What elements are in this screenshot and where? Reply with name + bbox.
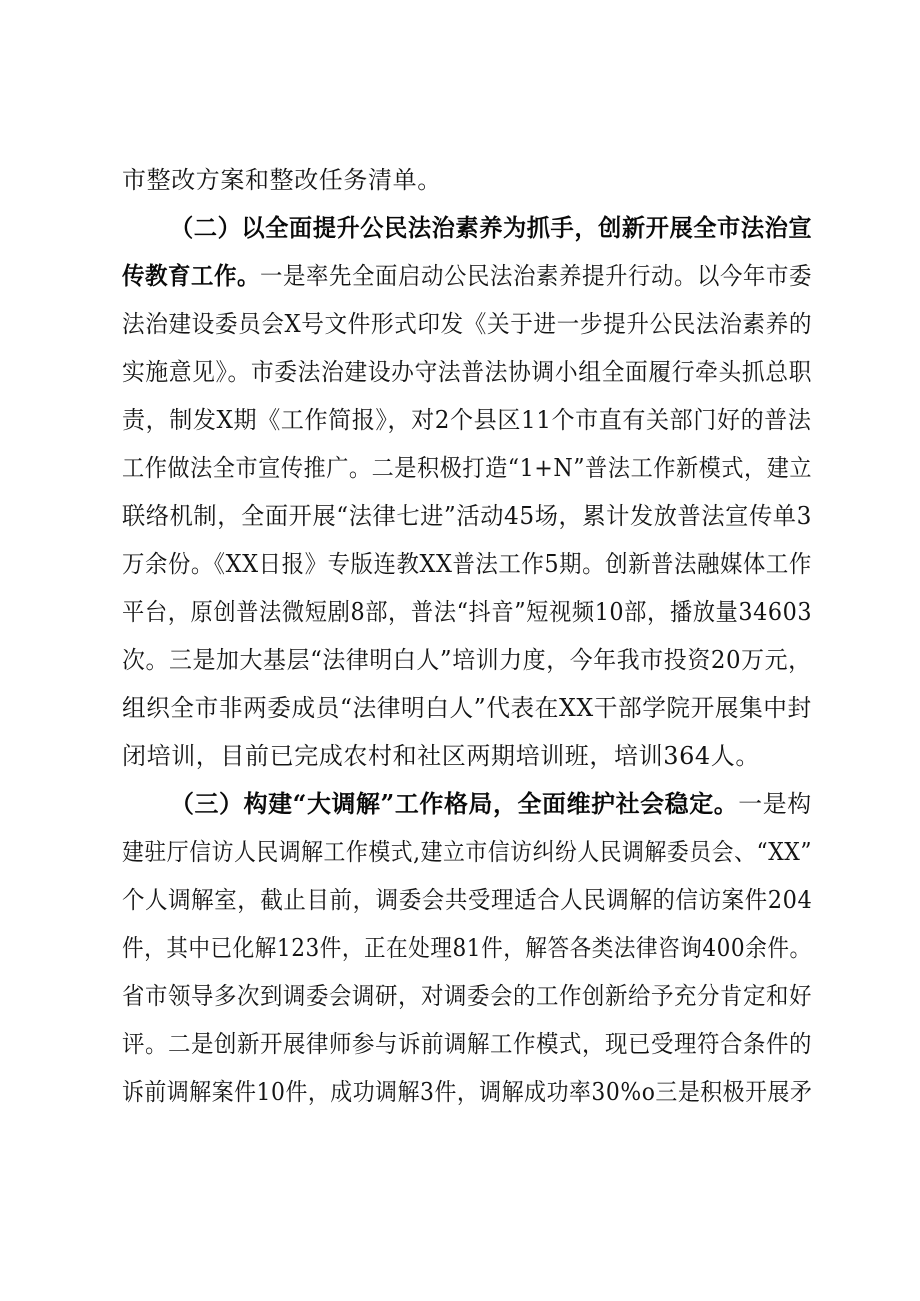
text-run: 评。二是创新开展律师参与诉前调解工作模式，现已受理符合条件的 bbox=[122, 1030, 812, 1058]
heading-text: （三）构建“大调解”工作格局，全面维护社会稳定。 bbox=[170, 789, 739, 818]
text-run: 件，其中已化解123件，正在处理81件，解答各类法律咨询400余件。 bbox=[122, 934, 812, 962]
text-run: 责，制发X期《工作简报》，对2个县区11个市直有关部门好的普法 bbox=[122, 406, 812, 434]
text-run: 个人调解室，截止目前，调委会共受理适合人民调解的信访案件204 bbox=[122, 886, 813, 914]
text-run: 工作做法全市宣传推广。二是积极打造“1+N”普法工作新模式，建立 bbox=[122, 454, 813, 482]
paragraph-line-19 bbox=[122, 1024, 812, 1064]
paragraph-line-16 bbox=[122, 880, 813, 920]
heading-text: （二）以全面提升公民法治素养为抓手，创新开展全市法治宣 bbox=[170, 213, 813, 242]
paragraph-line-12 bbox=[122, 688, 812, 728]
text-run: 闭培训，目前已完成农村和社区两期培训班，培训364人。 bbox=[122, 742, 761, 770]
text-run: 万余份。《XX日报》专版连教XX普法工作5期。创新普法融媒体工作 bbox=[122, 550, 812, 578]
paragraph-line-7 bbox=[122, 448, 813, 488]
text-run: 诉前调解案件10件，成功调解3件，调解成功率30%o三是积极开展矛 bbox=[122, 1078, 813, 1106]
text-run: 一是构 bbox=[738, 790, 812, 818]
text-run: 建驻厅信访人民调解工作模式,建立市信访纠纷人民调解委员会、“XX” bbox=[122, 838, 813, 866]
text-run: 市整改方案和整改任务清单。 bbox=[122, 166, 442, 194]
text-run: 法治建设委员会X号文件形式印发《关于进一步提升公民法治素养的 bbox=[122, 310, 813, 338]
heading-text-continued: 传教育工作。 bbox=[122, 261, 261, 290]
section-heading-2 bbox=[170, 208, 813, 248]
paragraph-line-15 bbox=[122, 832, 813, 872]
text-run: 联络机制，全面开展“法律七进”活动45场，累计发放普法宣传单3 bbox=[122, 502, 812, 530]
section-heading-3 bbox=[170, 784, 810, 824]
paragraph-line-18 bbox=[122, 976, 812, 1016]
paragraph-line-11 bbox=[122, 640, 812, 680]
paragraph-line-20 bbox=[122, 1072, 813, 1112]
paragraph-line-6 bbox=[122, 400, 812, 440]
paragraph-line-17 bbox=[122, 928, 812, 968]
paragraph-line-3 bbox=[122, 256, 813, 296]
paragraph-line-1 bbox=[122, 160, 812, 200]
text-run: 一是率先全面启动公民法治素养提升行动。以今年市委 bbox=[260, 262, 813, 290]
paragraph-line-13 bbox=[122, 736, 812, 776]
paragraph-line-8 bbox=[122, 496, 812, 536]
text-run: 省市领导多次到调委会调研，对调委会的工作创新给予充分肯定和好 bbox=[122, 982, 812, 1010]
text-run: 平台，原创普法微短剧8部，普法“抖音”短视频10部，播放量34603 bbox=[122, 598, 813, 626]
text-run: 组织全市非两委成员“法律明白人”代表在XX干部学院开展集中封 bbox=[122, 694, 812, 722]
text-run: 实施意见》。市委法治建设办守法普法协调小组全面履行牵头抓总职 bbox=[122, 358, 812, 386]
paragraph-line-5 bbox=[122, 352, 812, 392]
paragraph-line-10 bbox=[122, 592, 813, 632]
paragraph-line-9 bbox=[122, 544, 812, 584]
paragraph-line-4 bbox=[122, 304, 813, 344]
text-run: 次。三是加大基层“法律明白人”培训力度，今年我市投资20万元， bbox=[122, 646, 812, 674]
